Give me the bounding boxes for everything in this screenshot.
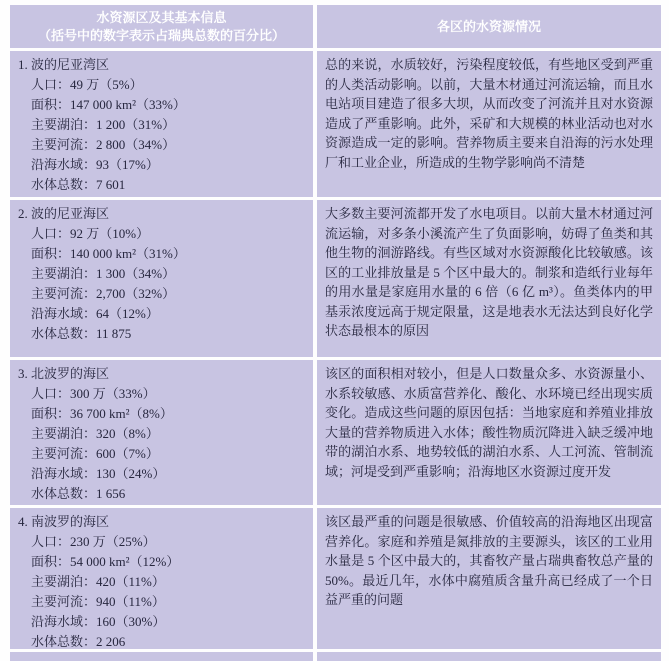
region-field: 主要河流：600（7%） — [31, 446, 159, 461]
region-field: 人口：300 万（33%） — [31, 386, 156, 401]
region-field: 人口：230 万（25%） — [31, 534, 156, 549]
region-info-cell — [10, 200, 313, 357]
table-header-row — [10, 5, 661, 48]
region-field: 主要湖泊：1 200（31%） — [31, 117, 176, 132]
region-field: 人口：49 万（5%） — [31, 77, 143, 92]
region-description: 该区最严重的问题是很敏感、价值较高的沿海地区出现富营养化。家庭和养殖是氮排放的主要源头，该区的工业用水量是 5 个区中最大的，其畜牧产量占瑞典畜牧总产量的 50%。最近几年，水体中腐殖质含量升高已经成了一个日益严重的问题 — [325, 514, 653, 607]
header-cell-situation — [317, 5, 661, 48]
region-field: 主要河流：940（11%） — [31, 594, 165, 609]
region-description-cell — [317, 508, 661, 649]
region-field: 面积：54 000 km²（12%） — [31, 554, 180, 569]
region-description-cell — [317, 200, 661, 357]
header-situation-label: 各区的水资源情况 — [436, 18, 541, 34]
partial-cell — [10, 652, 313, 661]
region-fields — [18, 532, 305, 649]
region-description-cell — [317, 360, 661, 505]
partial-cell — [317, 652, 661, 661]
region-title: 3. 北波罗的海区 — [18, 366, 110, 381]
region-title: 1. 波的尼亚湾区 — [18, 57, 110, 72]
region-field: 主要湖泊：420（11%） — [31, 574, 165, 589]
table-row — [10, 508, 661, 649]
header-cell-regions — [10, 5, 313, 48]
region-field: 沿海水域：160（30%） — [31, 614, 166, 629]
region-field: 水体总数：1 656 — [31, 486, 126, 501]
water-resource-table — [10, 5, 661, 661]
region-field: 人口：92 万（10%） — [31, 226, 150, 241]
region-info-cell — [10, 508, 313, 649]
region-field: 沿海水域：64（12%） — [31, 306, 159, 321]
region-title: 2. 波的尼亚海区 — [18, 206, 110, 221]
region-field: 面积：147 000 km²（33%） — [31, 97, 186, 112]
region-field: 主要湖泊：1 300（34%） — [31, 266, 176, 281]
region-fields — [18, 75, 305, 195]
table-row — [10, 200, 661, 357]
region-description: 总的来说，水质较好，污染程度较低，有些地区受到严重的人类活动影响。以前，大量木材通过河流运输，而且水电站项目建造了很多大坝，从而改变了河流并且对水资源造成了严重影响。此外，采矿和大规模的林业活动也对水资源造成一定的影响。营养物质主要来自沿海的污水处理厂和工业企业，所造成的生物学影响尚不清楚 — [325, 57, 653, 170]
region-fields — [18, 224, 305, 344]
region-field: 主要河流：2 800（34%） — [31, 137, 176, 152]
region-field: 水体总数：11 875 — [31, 326, 132, 341]
region-field: 主要河流：2,700（32%） — [31, 286, 176, 301]
header-regions-line2: （括号中的数字表示占瑞典总数的百分比） — [37, 27, 285, 43]
region-field: 主要湖泊：320（8%） — [31, 426, 159, 441]
region-title: 4. 南波罗的海区 — [18, 514, 110, 529]
region-field: 沿海水域：130（24%） — [31, 466, 166, 481]
region-field: 沿海水域：93（17%） — [31, 157, 159, 172]
region-description: 该区的面积相对较小，但是人口数量众多、水资源量小、水系较敏感、水质富营养化、酸化、水环境已经出现实质变化。造成这些问题的原因包括：当地家庭和养殖业排放大量的营养物质进入水体；酸性物质沉降进入缺乏缓冲地带的湖泊水系、地势较低的湖泊水系、人工河流、管制流域；河堤受到严重影响；沿海地区水资源过度开发 — [325, 366, 653, 479]
region-field: 水体总数：2 206 — [31, 634, 126, 649]
table-row — [10, 360, 661, 505]
table-row — [10, 51, 661, 197]
partial-next-row — [10, 652, 661, 661]
header-regions-line1: 水资源区及其基本信息 — [96, 9, 227, 25]
region-description: 大多数主要河流都开发了水电项目。以前大量木材通过河流运输，对多条小溪流产生了负面影响，妨碍了鱼类和其他生物的洄游路线。有些区域对水资源酸化比较敏感。该区的工业排放量是 5 个区中最大的。制浆和造纸行业每年的用水量是家庭用水量的 6 倍（6 亿 m³）。鱼类体内的甲基汞浓度远高于规定限量，这是地表水无法达到良好化学状态最根本的原因 — [325, 206, 653, 338]
region-field: 水体总数：7 601 — [31, 177, 126, 192]
region-description-cell — [317, 51, 661, 197]
region-info-cell — [10, 360, 313, 505]
region-field: 面积：36 700 km²（8%） — [31, 406, 173, 421]
region-fields — [18, 384, 305, 504]
region-field: 面积：140 000 km²（31%） — [31, 246, 186, 261]
region-info-cell — [10, 51, 313, 197]
